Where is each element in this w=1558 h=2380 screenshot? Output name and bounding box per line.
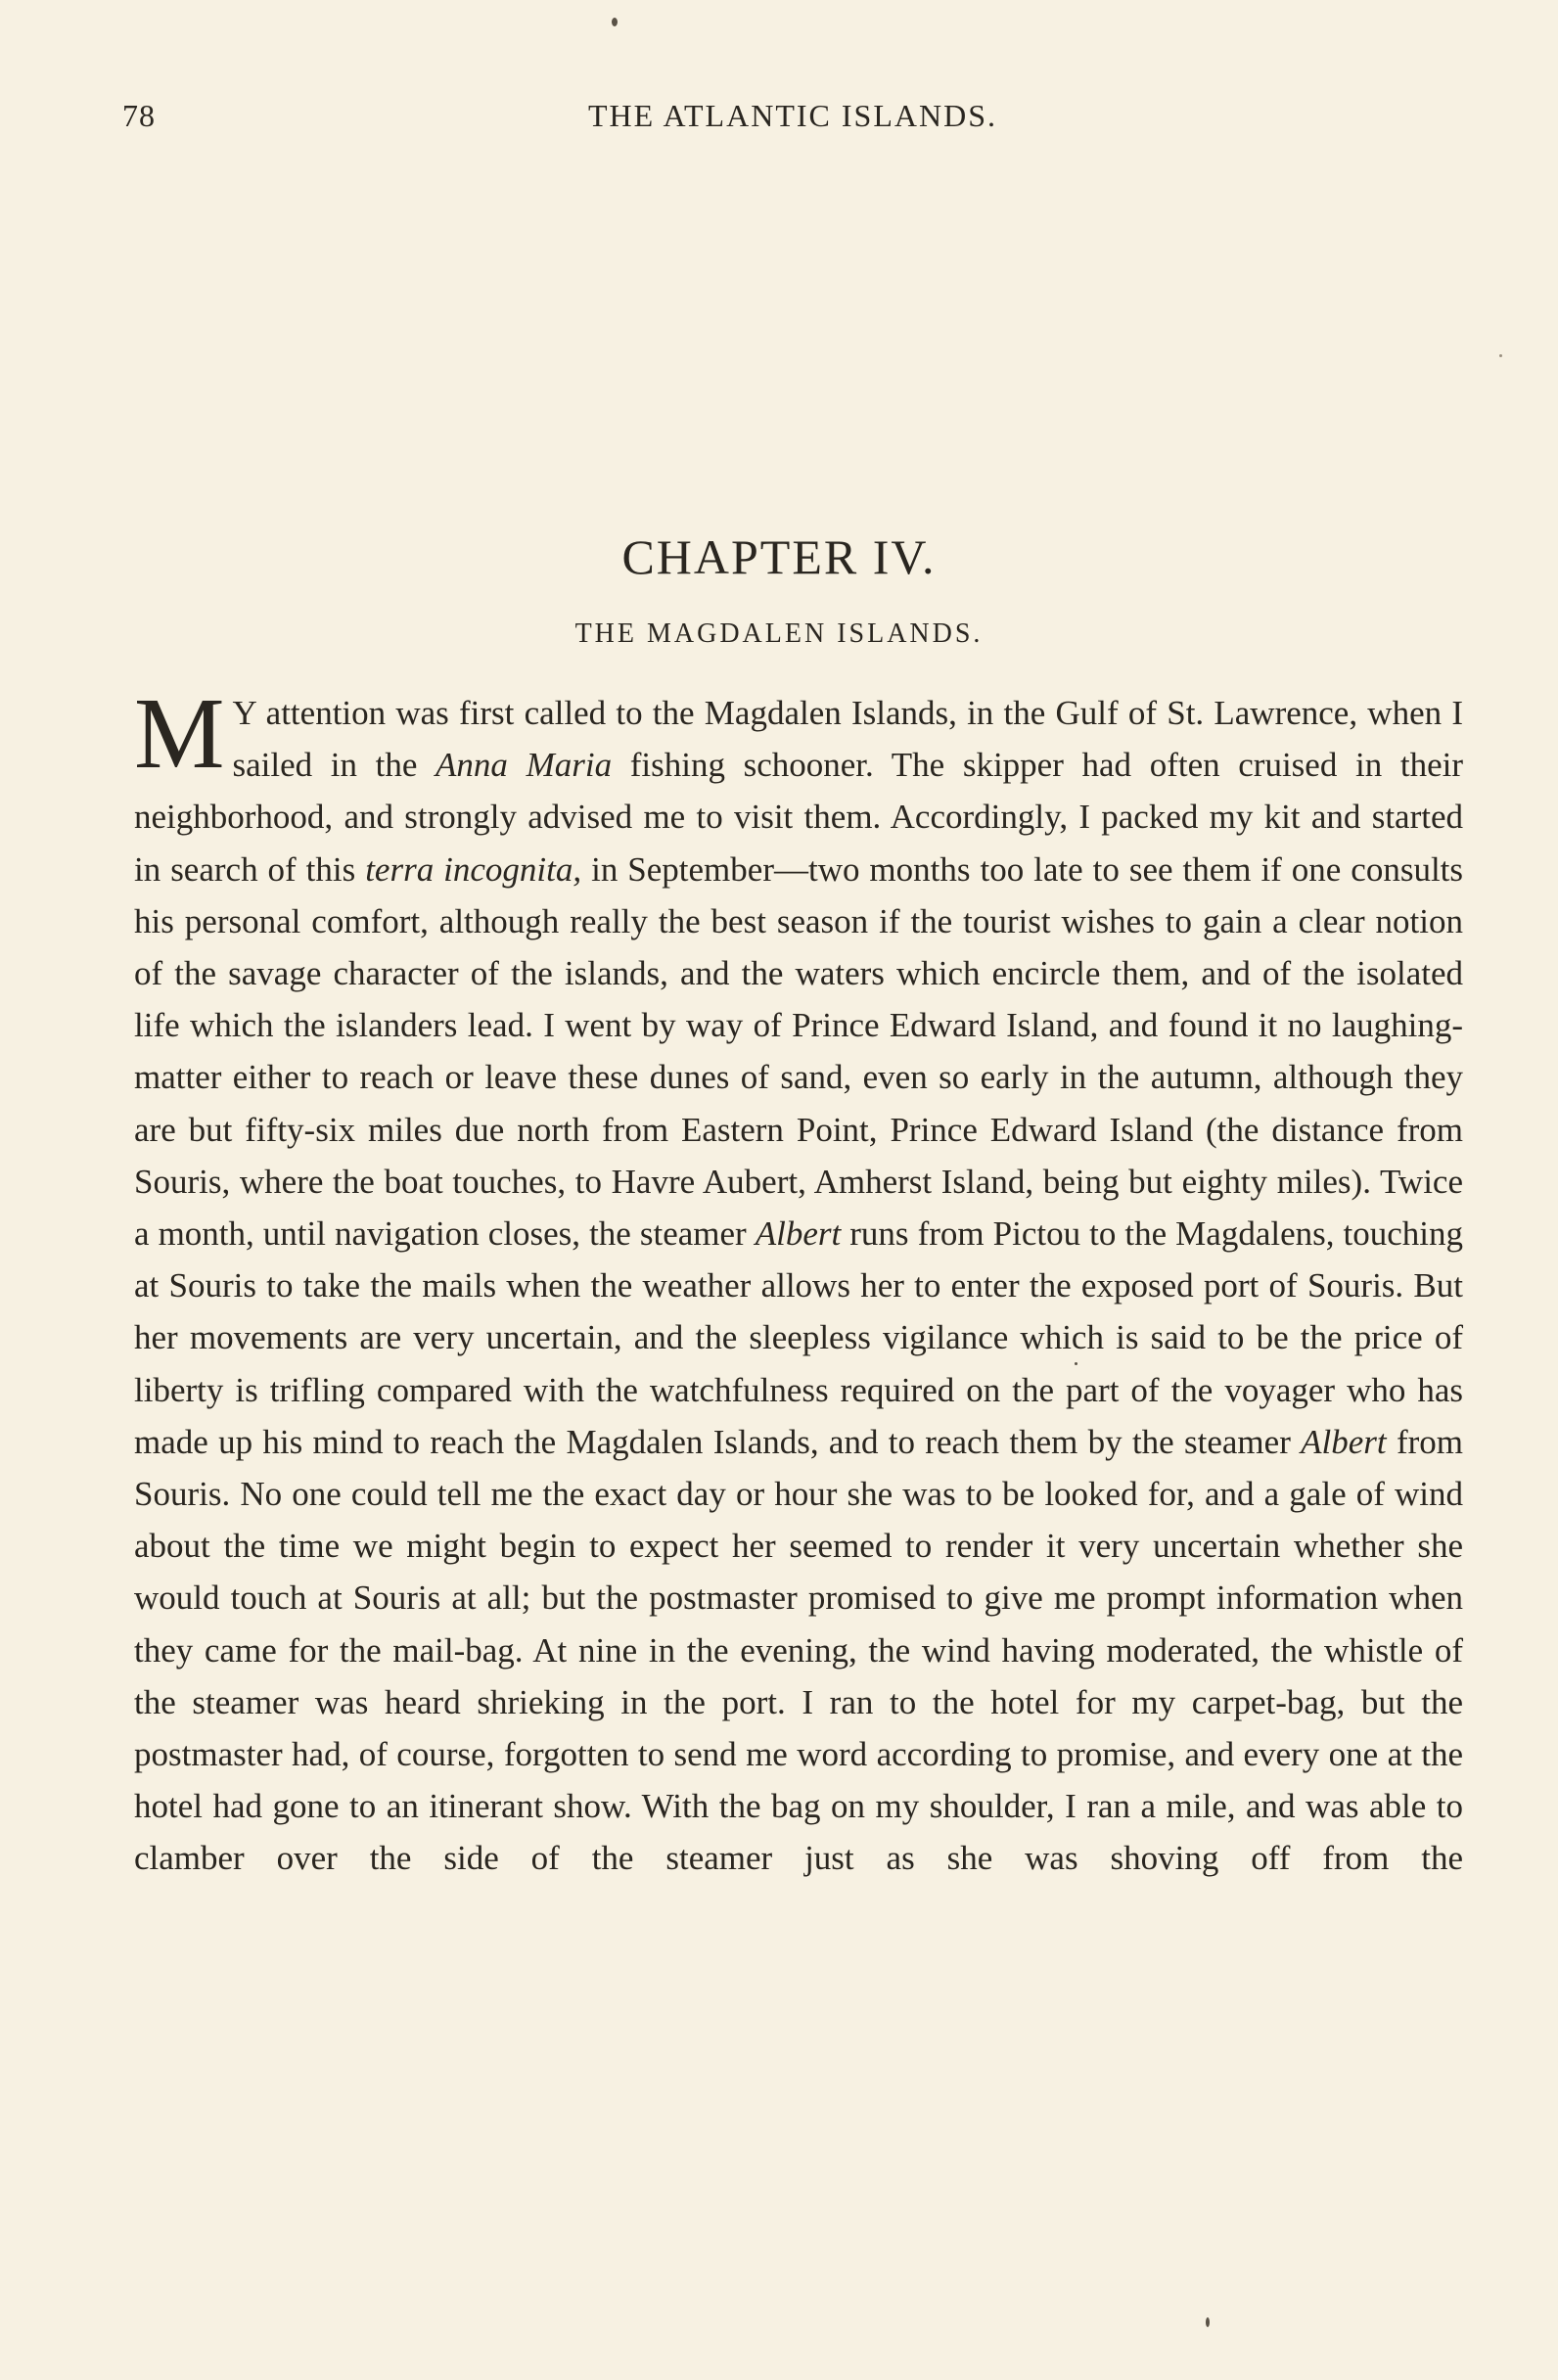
chapter-subtitle: THE MAGDALEN ISLANDS. bbox=[574, 618, 984, 649]
running-head bbox=[122, 98, 1463, 147]
chapter-heading: CHAPTER IV. bbox=[621, 529, 937, 584]
body-text-run: runs from Pictou to the Magdalens, touching at Souris to take the mails when the weather allows her to enter the exposed port of Souris. But her movements are very uncertain, and the sleepless vigilance which is said to be the price of liberty is trifling compared with the watchfulness required on the part of the voyager who has made up his mind to reach the Magdalen Islands, and to reach them by the steamer bbox=[134, 1214, 1463, 1461]
latin-phrase-italic: terra incognita, bbox=[365, 849, 582, 889]
body-text-run: Y attention was first called to the Magdalen Islands, in the Gulf of St. Lawrence, when I sailed in the bbox=[232, 694, 1463, 785]
page-number: 78 bbox=[122, 98, 156, 133]
ship-name-italic: Albert bbox=[1301, 1422, 1387, 1461]
chapter-body-paragraph bbox=[134, 677, 1464, 1885]
body-text-run: in September—two months too late to see them if one consults his personal comfort, although really the best season if the tourist wishes to gain a clear notion of the savage character of the islands, and the waters which encircle them, and of the isolated life which the islanders lead. I went by way of Prince Edward Island, and found it no laughing-matter either to reach or leave these dunes of sand, even so early in the autumn, although they are but fifty-six miles due north from Eastern Point, Prince Edward Island (the distance from Souris, where the boat touches, to Havre Aubert, Amherst Island, being but eighty miles). Twice a month, until navigation closes, the steamer bbox=[134, 849, 1464, 1254]
running-title: THE ATLANTIC ISLANDS. bbox=[588, 98, 997, 133]
body-text-run: fishing schooner. The skipper had often cruised in their neighborhood, and strongly advised me to visit them. Accordingly, I packed my kit and started in search of this bbox=[134, 746, 1463, 889]
ship-name-italic: Anna Maria bbox=[435, 746, 613, 785]
ship-name-italic: Albert bbox=[755, 1214, 842, 1254]
drop-cap-initial: M bbox=[134, 677, 225, 790]
body-text-run: from Souris. No one could tell me the exact day or hour she was to be looked for, and a gale of wind about the time we might begin to expect her seemed to render it very uncertain whether she would touch at Souris at all; but the postmaster promised to give me prompt information when they came for the mail-bag. At nine in the evening, the wind having moderated, the whistle of the steamer was heard shrieking in the port. I ran to the hotel for my carpet-bag, but the postmaster had, of course, forgotten to send me word according to promise, and every one at the hotel had gone to an itinerant show. With the bag on my shoulder, I ran a mile, and was able to clamber over the side of the steamer just as she was shoving off from the bbox=[134, 1422, 1463, 1878]
